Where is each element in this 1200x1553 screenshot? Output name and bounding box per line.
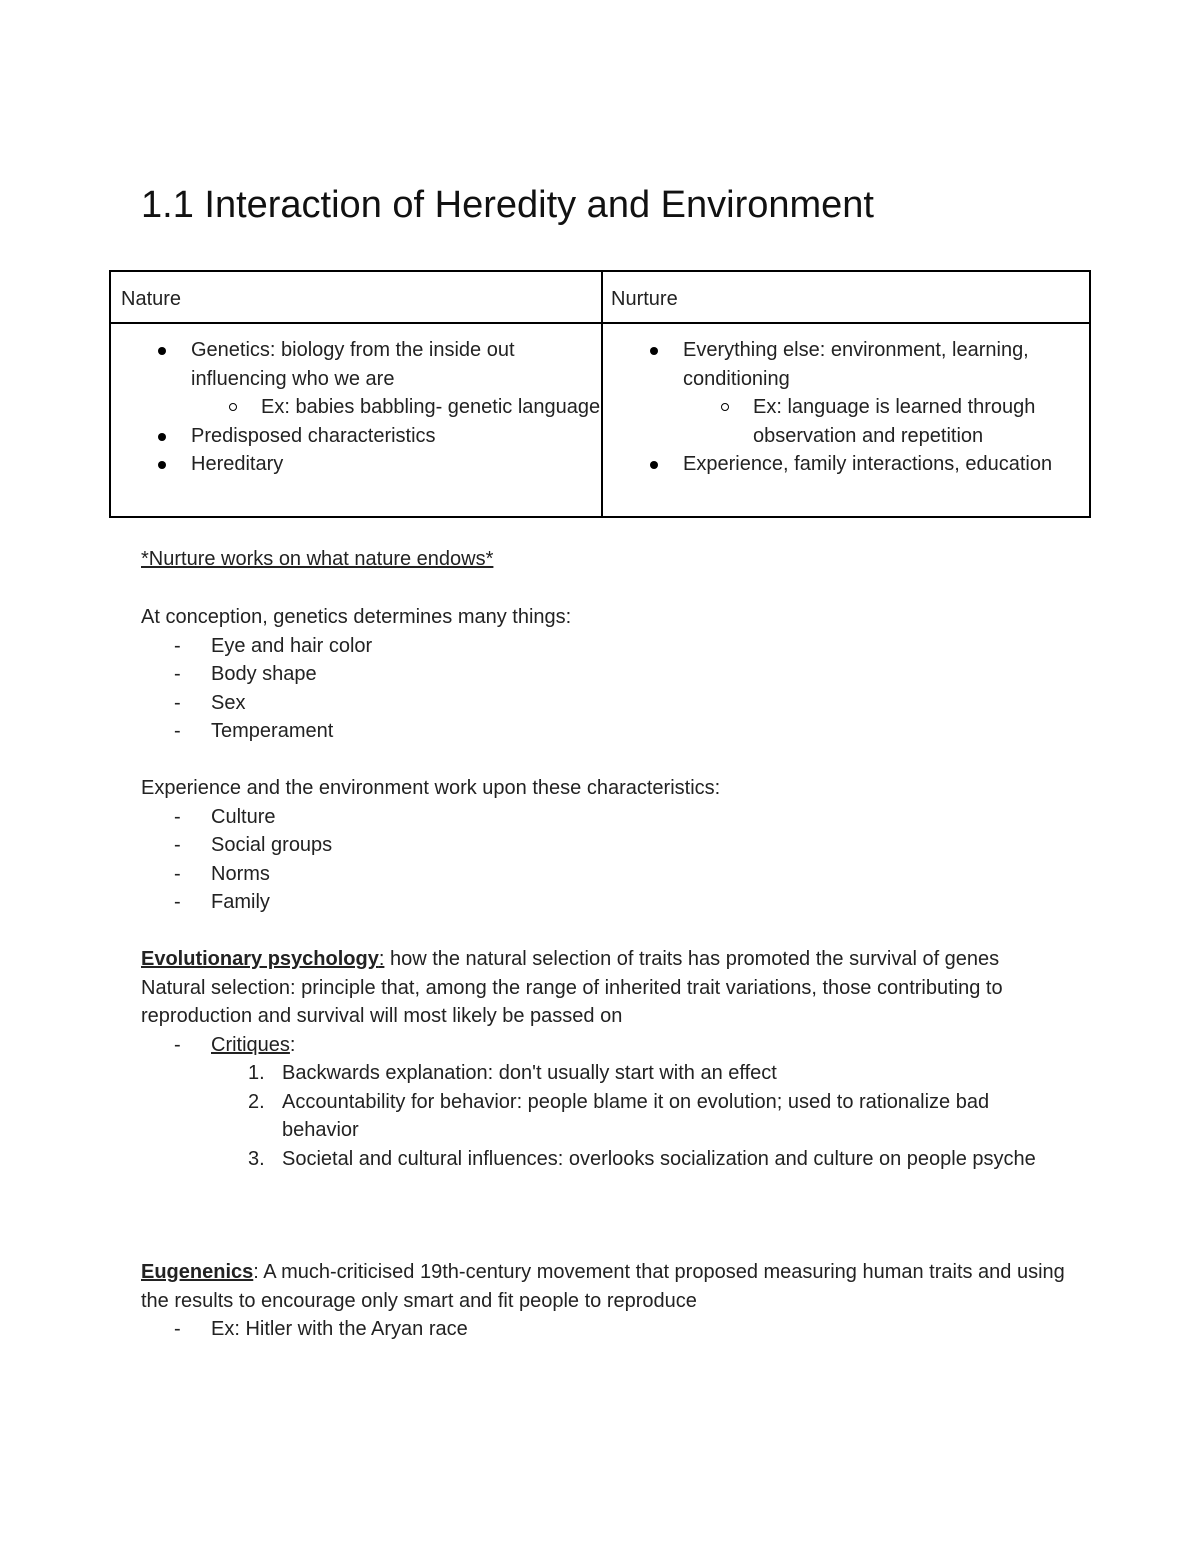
nurture-header: Nurture xyxy=(611,288,678,310)
list-item: - Norms xyxy=(141,860,1071,889)
item-text: Societal and cultural influences: overlooks socialization and culture on people psyche xyxy=(282,1147,1036,1170)
eugenics-term: Eugenenics xyxy=(141,1261,254,1283)
nurture-note xyxy=(141,545,1071,574)
list-item-text: Hereditary xyxy=(191,453,284,475)
conception-intro: At conception, genetics determines many things: xyxy=(141,606,572,628)
list-item-text: Predisposed characteristics xyxy=(191,424,436,447)
critiques-colon: : xyxy=(289,1033,296,1056)
numbered-item xyxy=(141,1145,1071,1174)
item-number: 1. xyxy=(248,1062,265,1084)
list-item: - Eye and hair color xyxy=(141,632,1071,661)
eugenics-definition-text: : A much-criticised 19th-century movement that proposed measuring human traits and using the results to encourage only smart and fit people to reproduce xyxy=(141,1261,1065,1312)
list-item: - Body shape xyxy=(141,660,1071,689)
list-item: - Culture xyxy=(141,803,1071,832)
note-text: *Nurture works on what nature endows* xyxy=(141,548,494,570)
nature-cell xyxy=(111,336,601,479)
critiques-label: Critiques xyxy=(211,1033,290,1056)
eugenics-section xyxy=(141,1258,1071,1344)
list-item-text: Experience, family interactions, education xyxy=(683,453,1053,475)
nurture-cell xyxy=(603,336,1091,479)
evo-definition-text: how the natural selection of traits has promoted the survival of genes xyxy=(384,948,1000,970)
conception-section xyxy=(141,603,1071,746)
critiques-item xyxy=(141,1031,1071,1060)
experience-intro: Experience and the environment work upon these characteristics: xyxy=(141,777,721,799)
evo-colon: : xyxy=(378,948,385,970)
list-item xyxy=(603,336,1091,393)
experience-section xyxy=(141,774,1071,917)
list-item xyxy=(111,336,601,393)
list-item: - Temperament xyxy=(141,717,1071,746)
list-item: - Family xyxy=(141,888,1071,917)
list-item: - Social groups xyxy=(141,831,1071,860)
sub-list-item xyxy=(111,393,601,422)
evolutionary-psychology-section xyxy=(141,945,1071,1173)
list-item: - Sex xyxy=(141,689,1071,718)
evo-definition xyxy=(141,945,1071,974)
page-title: 1.1 Interaction of Heredity and Environment xyxy=(141,184,874,226)
list-item: - Ex: Hitler with the Aryan race xyxy=(141,1315,1071,1344)
evo-term: Evolutionary psychology xyxy=(141,948,379,970)
numbered-item xyxy=(141,1088,1071,1145)
nature-nurture-table xyxy=(109,270,1091,518)
sub-list-item xyxy=(603,393,1091,450)
list-item xyxy=(111,422,601,451)
list-item xyxy=(603,450,1091,479)
list-item-text: Everything else: environment, learning, conditioning xyxy=(683,339,1029,390)
numbered-item xyxy=(141,1059,1071,1088)
item-number: 3. xyxy=(248,1147,265,1170)
list-item-text: Ex: language is learned through observation and repetition xyxy=(753,396,1036,447)
list-item-text: Ex: babies babbling- genetic language xyxy=(261,396,601,418)
list-item-text: Genetics: biology from the inside out influencing who we are xyxy=(191,339,515,390)
eugenics-definition xyxy=(141,1258,1071,1315)
natural-selection-text: Natural selection: principle that, among the range of inherited trait variations, those contributing to reproduction and survival will most likely be passed on xyxy=(141,976,1003,1027)
table-row-divider xyxy=(111,322,1089,324)
item-text: Accountability for behavior: people blame it on evolution; used to rationalize bad behavior xyxy=(282,1090,990,1141)
item-number: 2. xyxy=(248,1090,265,1113)
item-text: Backwards explanation: don't usually start with an effect xyxy=(282,1062,777,1084)
nature-header: Nature xyxy=(121,288,182,310)
list-item xyxy=(111,450,601,479)
